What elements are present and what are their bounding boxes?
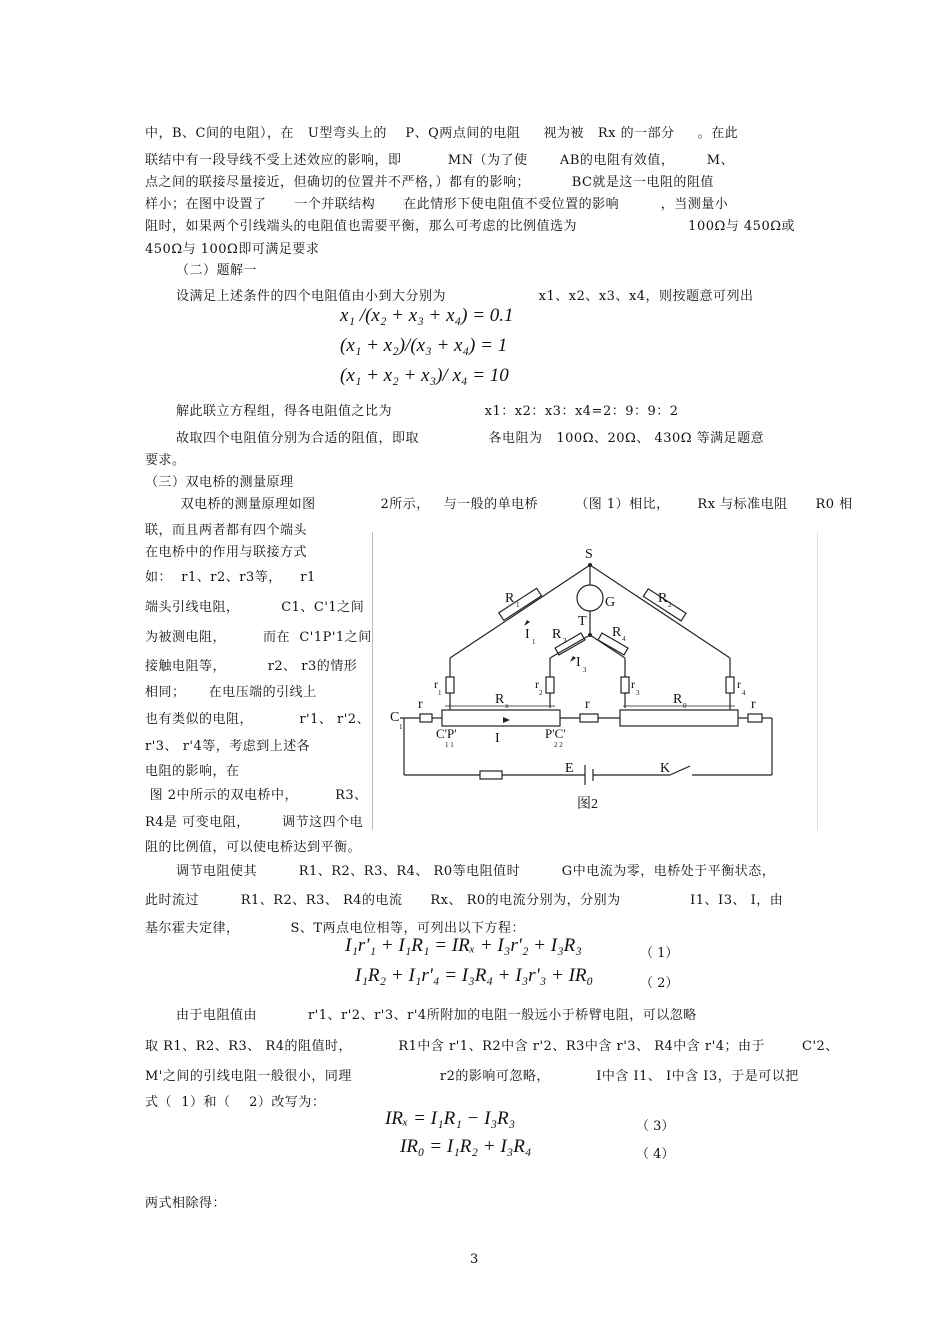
i1-sub: 1 [532,638,536,646]
figure-right-border [817,532,818,830]
equation-number: （ 1） [640,946,679,961]
text-line: 式（ 1）和（ 2）改写为： [145,1095,326,1110]
equation: x₁ /(x₂ + x₃ + x₄) = 0.1 [340,305,514,326]
equation-number: （ 4） [636,1147,675,1162]
text-line: 点之间的联接尽量接近，但确切的位置并不严格，）都有的影响； BC就是这一电阻的阻值 [145,175,714,190]
r3-sub: 3 [563,637,567,645]
current-i1-label: I [525,627,530,642]
text-line: 样小；在图中设置了 一个并联结构 在此情形下使电阻值不受位置的影响 ，当测量小 [145,197,729,212]
text-line: 由于电阻值由 r'1、r'2、r'3、r'4所附加的电阻一般远小于桥臂电阻，可以忽略 [176,1008,697,1023]
text-line: 也有类似的电阻， r'1、 r'2、 [145,712,371,727]
text-line: 端头引线电阻， C1、C'1之间 [145,600,365,615]
text-line: 为被测电阻， 而在 C'1P'1之间 [145,630,372,645]
text-line: 故取四个电阻值分别为合适的阻值，即取 各电阻为 100Ω、20Ω、 430Ω 等满足题意 [176,431,765,446]
text-line: 双电桥的测量原理如图 2所示， 与一般的单电桥 （图 1）相比， Rx 与标准电阻 R0 相 [176,497,853,512]
text-line: 基尔霍夫定律， S、T两点电位相等，可列出以下方程： [145,921,526,936]
rx-label: R [495,692,505,707]
r3-label: R [552,627,562,642]
r1-sub: 1 [516,601,520,609]
bar-r3-label: r [751,697,756,712]
c1-sub: 1 [399,723,403,731]
lead-r2-label: r [535,677,539,691]
r0-sub: 0 [683,702,687,710]
lead-r4-label: r [737,677,741,691]
text-line: 阻的比例值，可以使电桥达到平衡。 [145,840,362,855]
text-line: 如： r1、r2、r3等， r1 [145,570,316,585]
lead-r1-label: r [434,677,438,691]
equation: I₁R₂ + I₁r'₄ = I₃R₄ + I₃r'₃ + IR₀ [355,965,594,986]
node-s-label: S [585,547,593,562]
text-line: 450Ω与 100Ω即可满足要求 [145,242,320,257]
c1-label: C [390,710,400,725]
text-line: R4是 可变电阻， 调节这四个电 [145,815,364,830]
equation: I₁r'₁ + I₁R₁ = IRₓ + I₃r'₂ + I₃R₃ [345,935,582,956]
equation-number: （ 3） [636,1119,675,1134]
text-line: 要求。 [145,453,186,468]
text-line: 图 2中所示的双电桥中， R3、 [145,788,368,803]
text-line: 相同； 在电压端的引线上 [145,685,317,700]
r2-label: R [658,591,668,606]
lead-r3-sub: 3 [636,689,640,697]
r0-label: R [673,692,683,707]
text-line: 解此联立方程组，得各电阻值之比为 x1：x2：x3：x4=2：9：9：2 [176,404,679,419]
lead-r4-sub: 4 [742,689,746,697]
bar-r1-label: r [418,697,423,712]
current-i3-label: I [576,655,581,670]
r4-sub: 4 [622,635,626,643]
bar-r2-label: r [585,697,590,712]
p2c2-label: P'C' [545,726,566,741]
battery-e-label: E [565,761,574,776]
text-line: 联结中有一段导线不受上述效应的影响，即 MN（为了使 AB的电阻有效值， M、 [145,153,735,168]
text-line: 电阻的影响，在 [145,764,240,779]
galvanometer-label: G [605,595,616,610]
text-line: 联，而且两者都有四个端头 [145,523,308,538]
figure-caption: 图2 [577,797,598,812]
r4-label: R [612,625,622,640]
galvanometer-icon [577,585,603,611]
page-number: 3 [470,1252,479,1267]
text-line: 中，B、C间的电阻），在 U型弯头上的 P、Q两点间的电阻 视为被 Rx 的一部分 。在此 [145,126,739,141]
text-line: （三）双电桥的测量原理 [145,475,294,490]
equation: (x₁ + x₂ + x₃)/ x₄ = 10 [340,365,509,386]
switch-k-label: K [660,761,671,776]
text-line: M'之间的引线电阻一般很小，同理 r2的影响可忽略， I中含 I1、 I中含 I3，于是可以把 [145,1069,799,1084]
figure-left-border [372,532,373,830]
text-line: 此时流过 R1、R2、R3、 R4的电流 Rx、 R0的电流分别为，分别为 I1、I3、 I，由 [145,893,784,908]
current-i-label: I [495,731,500,746]
text-line: 接触电阻等， r2、 r3的情形 [145,659,358,674]
text-line: r'3、 r'4等，考虑到上述各 [145,739,311,754]
r2-sub: 2 [668,601,672,609]
text-line: 设满足上述条件的四个电阻值由小到大分别为 x1、x2、x3、x4，则按题意可列出 [176,289,754,304]
i3-sub: 3 [583,666,587,674]
text-line: 取 R1、R2、R3、 R4的阻值时， R1中含 r'1、R2中含 r'2、R3中含 r'3、 R4中含 r'4；由于 C'2、 [145,1039,839,1054]
r1-label: R [505,591,515,606]
lead-r2-sub: 2 [539,689,543,697]
text-line: 两式相除得： [145,1196,227,1211]
equation: IRₓ = I₁R₁ − I₃R₃ [385,1108,516,1129]
c1p1-label: C'P' [436,726,457,741]
c1p1-sub: 1 1 [445,741,454,749]
text-line: （二）题解一 [176,263,258,278]
node-t-label: T [578,614,587,629]
text-line: 调节电阻使其 R1、R2、R3、R4、 R0等电阻值时 G中电流为零，电桥处于平衡状态， [176,864,776,879]
double-bridge-circuit-figure [380,540,800,830]
equation: IR₀ = I₁R₂ + I₃R₄ [400,1136,532,1157]
text-line: 阻时，如果两个引线端头的电阻值也需要平衡，那么可考虑的比例值选为 100Ω与 450Ω或 [145,219,795,234]
equation-number: （ 2） [640,976,679,991]
text-line: 在电桥中的作用与联接方式 [145,545,308,560]
lead-r3-label: r [631,677,635,691]
rx-sub: x [505,702,509,710]
p2c2-sub: 2 2 [554,741,563,749]
equation: (x₁ + x₂)/(x₃ + x₄) = 1 [340,335,508,356]
lead-r1-sub: 1 [438,689,442,697]
